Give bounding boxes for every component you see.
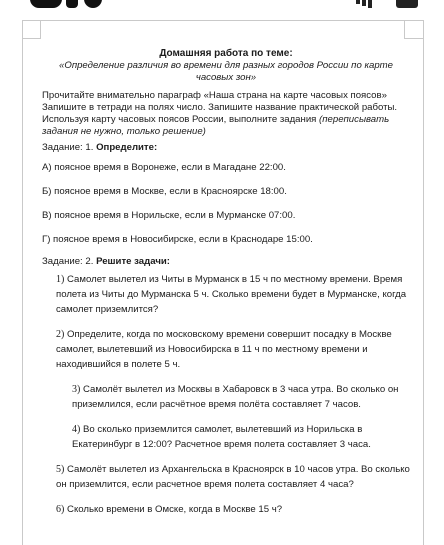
task2-item-number: 3) xyxy=(72,384,81,395)
task1-label: Задание: 1. xyxy=(42,142,97,153)
document-body xyxy=(42,48,410,527)
task2-item-number: 4) xyxy=(72,424,81,435)
page-corner-mark xyxy=(404,20,423,39)
battery-icon xyxy=(396,0,418,8)
task2-item-text: Самолёт вылетел из Архангельска в Красноярск в 10 часов утра. Во сколько он приземлится, если расчетное время полета составляет 4 часа? xyxy=(56,464,410,490)
task2-item xyxy=(56,462,410,492)
instructions xyxy=(42,90,410,138)
page-subtitle: «Определение различия во времени для разных городов России по карте часовых зон» xyxy=(59,60,393,83)
signal-icon xyxy=(356,0,360,4)
task2-item-number: 2) xyxy=(56,329,65,340)
task1-item: Б) поясное время в Москве, если в Красноярске 18:00. xyxy=(42,186,287,197)
task1-item: В) поясное время в Норильске, если в Мурманске 07:00. xyxy=(42,210,296,221)
task1-item: А) поясное время в Воронеже, если в Магадане 22:00. xyxy=(42,162,286,173)
task2-item xyxy=(56,327,410,372)
task2-item-number: 6) xyxy=(56,504,65,515)
task2-item-text: Сколько времени в Омске, когда в Москве 15 ч? xyxy=(67,504,283,515)
instructions-text: Прочитайте внимательно параграф «Наша страна на карте часовых поясов» Запишите в тетради на полях число. Запишите название практической работы. Используя карту часовых поясов России, выполните задания xyxy=(42,90,398,125)
task2-heading xyxy=(42,256,410,268)
task2-item-text: Определите, когда по московскому времени совершит посадку в Москве самолет, вылетевший из Новосибирска в 11 ч по местному времени и находившийся в полете 5 ч. xyxy=(56,329,392,370)
status-time-fragment xyxy=(84,0,102,8)
status-time-fragment xyxy=(66,0,78,8)
status-bar xyxy=(0,0,444,16)
task1-item: Г) поясное время в Новосибирске, если в Краснодаре 15:00. xyxy=(42,234,313,245)
task2-title: Решите задачи: xyxy=(96,256,170,267)
instructions-note: (переписывать задания не нужно, только решение) xyxy=(42,114,390,137)
signal-icon xyxy=(368,0,372,8)
task2-item xyxy=(56,422,410,452)
task1-list xyxy=(42,162,410,246)
task2-item xyxy=(56,502,410,517)
task2-item xyxy=(56,272,410,317)
task2-item-text: Самолёт вылетел из Москвы в Хабаровск в 3 часа утра. Во сколько он приземлился, если расчётное время полёта составляет 7 часов. xyxy=(72,384,399,410)
task2-list xyxy=(42,272,410,517)
task1-heading xyxy=(42,142,410,154)
task2-item-number: 5) xyxy=(56,464,65,475)
page-title: Домашняя работа по теме: xyxy=(159,48,293,59)
task2-item xyxy=(56,382,410,412)
task1-title: Определите: xyxy=(96,142,158,153)
task2-item-number: 1) xyxy=(56,274,65,285)
status-time-fragment xyxy=(30,0,62,8)
task2-label: Задание: 2. xyxy=(42,256,97,267)
page-corner-mark xyxy=(22,20,41,39)
task2-item-text: Самолет вылетел из Читы в Мурманск в 15 ч по местному времени. Время полета из Читы до Мурманска 5 ч. Сколько времени будет в Мурманске, когда самолет приземлится? xyxy=(56,274,407,315)
signal-icon xyxy=(362,0,366,6)
task2-item-text: Во сколько приземлится самолет, вылетевший из Норильска в Екатеринбург в 12:00? Расчетное время полета составляет 3 часа. xyxy=(72,424,371,450)
